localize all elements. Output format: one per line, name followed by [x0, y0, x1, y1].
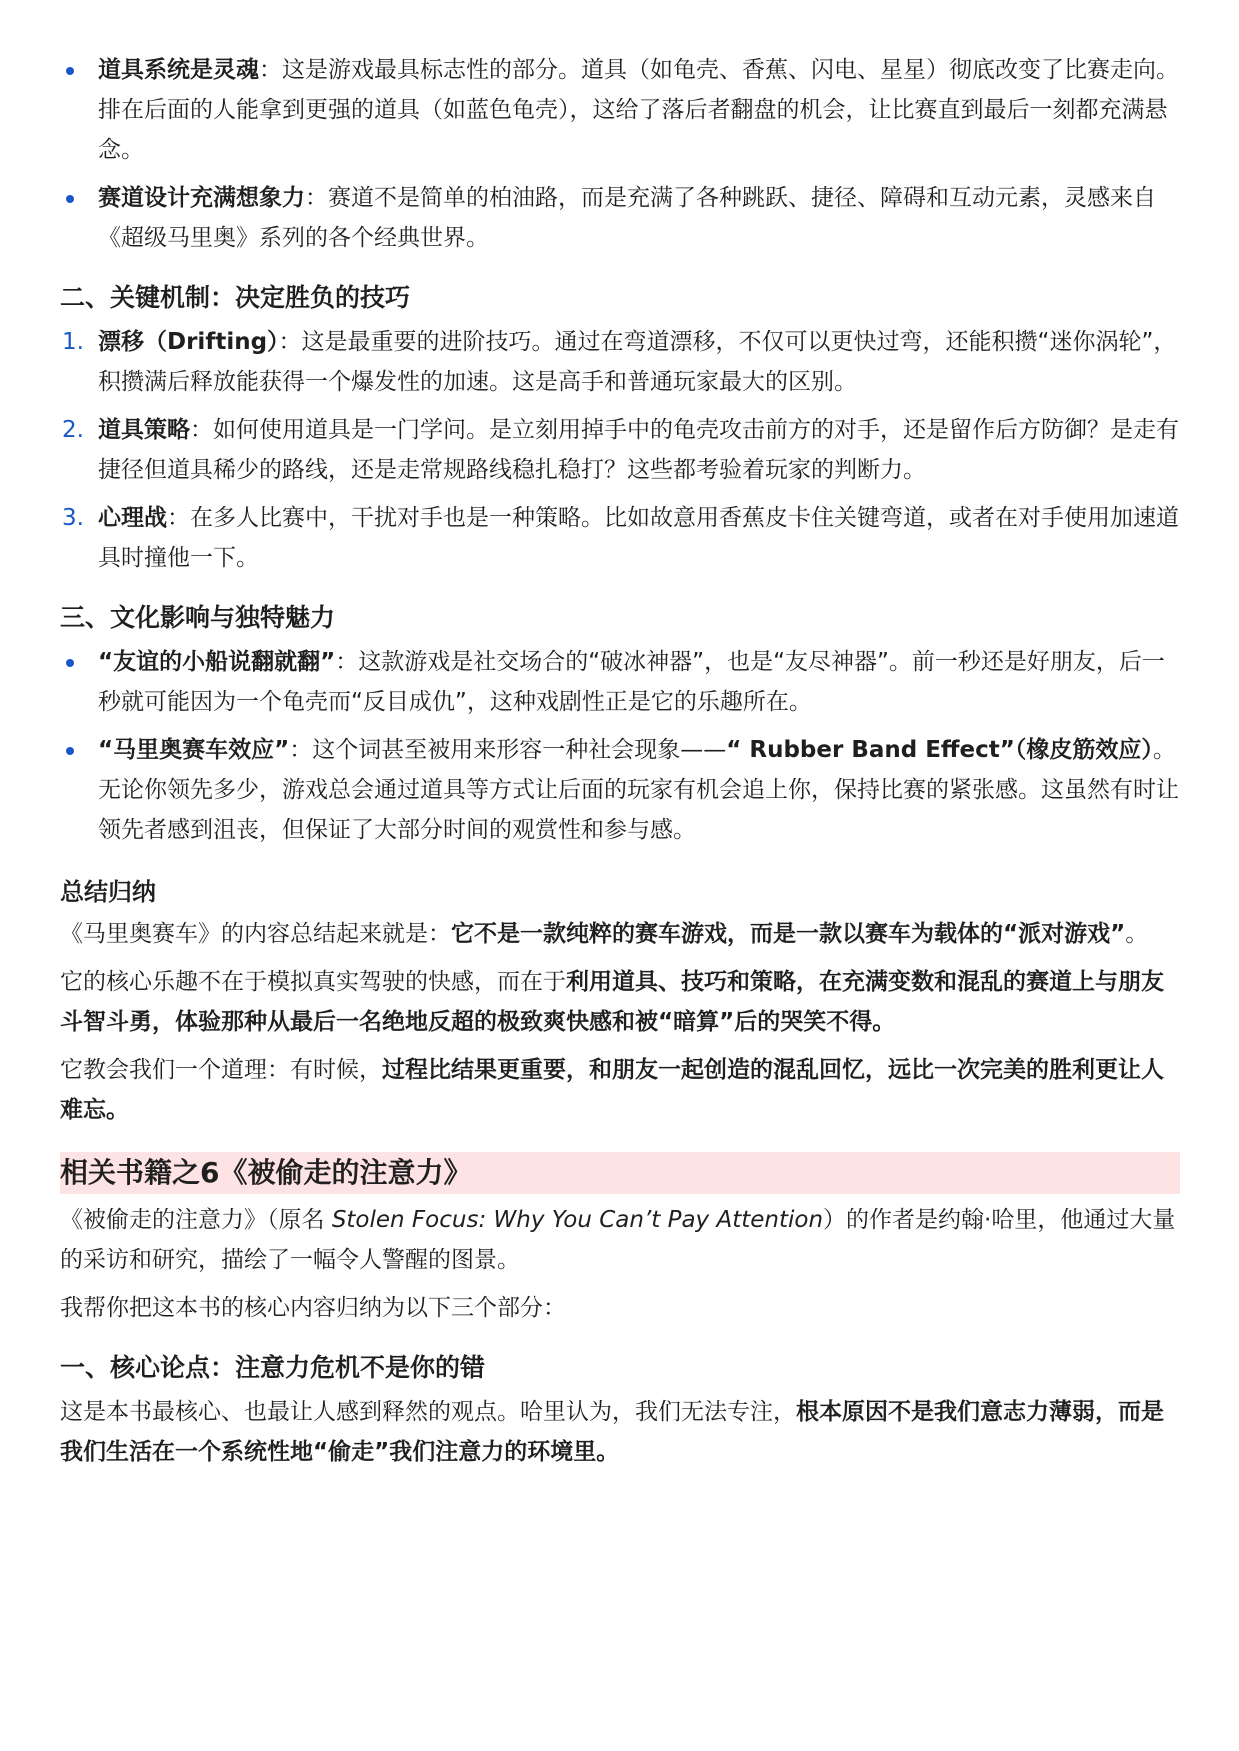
- summary-paragraph: [60, 962, 1180, 1042]
- separator: ：: [167, 505, 190, 531]
- item-text: 。无论你领先多少，游戏总会通过道具等方式让后面的玩家有机会追上你，保持比赛的紧张感。这虽然有时让领先者感到沮丧，但保证了大部分时间的观赏性和参与感。: [98, 737, 1179, 843]
- book-paragraph: [60, 1392, 1180, 1472]
- item-term: 心理战: [98, 505, 167, 531]
- separator: ：: [259, 57, 282, 83]
- item-text: 如何使用道具是一门学问。是立刻用掉手中的龟壳攻击前方的对手，还是留作后方防御？是走有捷径但道具稀少的路线，还是走常规路线稳扎稳打？这些都考验着玩家的判断力。: [98, 417, 1179, 483]
- book-title-highlight: 相关书籍之6《被偷走的注意力》: [60, 1152, 1180, 1194]
- list-item: [60, 642, 1180, 722]
- separator: ：: [335, 649, 359, 675]
- list-item: [60, 730, 1180, 850]
- item-number: 2.: [62, 417, 84, 443]
- mechanics-list: [60, 322, 1180, 578]
- original-title: Stolen Focus: Why You Can’t Pay Attention: [331, 1207, 824, 1233]
- bullet-dot-icon: [66, 67, 74, 75]
- item-text: 这款游戏是社交场合的“破冰神器”，也是“友尽神器”。前一秒还是好朋友，后一秒就可能因为一个龟壳而“反目成仇”，这种戏剧性正是它的乐趣所在。: [98, 649, 1165, 715]
- section-heading: 一、核心论点：注意力危机不是你的错: [60, 1353, 486, 1382]
- list-item: [60, 410, 1180, 490]
- emphasis: 过程比结果更重要，和朋友一起创造的混乱回忆，远比一次完美的胜利更让人难忘。: [60, 1057, 1164, 1123]
- item-term: 道具系统是灵魂: [98, 57, 259, 83]
- item-text: 这是游戏最具标志性的部分。道具（如龟壳、香蕉、闪电、星星）彻底改变了比赛走向。排在后面的人能拿到更强的道具（如蓝色龟壳），这给了落后者翻盘的机会，让比赛直到最后一刻都充满悬念。: [98, 57, 1179, 163]
- text: 它教会我们一个道理：有时候，: [60, 1057, 382, 1083]
- section-heading: 三、文化影响与独特魅力: [60, 603, 336, 632]
- item-emphasis: “ Rubber Band Effect”（橡皮筋效应）: [726, 737, 1153, 763]
- list-item: [60, 498, 1180, 578]
- separator: ：: [190, 417, 213, 443]
- separator: ：: [278, 329, 302, 355]
- text: ）的作者是约翰·哈里，他通过大量的采访和研究，描绘了一幅令人警醒的图景。: [60, 1207, 1176, 1273]
- emphasis: 利用道具、技巧和策略，在充满变数和混乱的赛道上与朋友斗智斗勇，体验那种从最后一名绝地反超的极致爽快感和被“暗算”后的哭笑不得。: [60, 969, 1164, 1035]
- text: 《被偷走的注意力》（原名: [60, 1207, 332, 1233]
- item-term: 道具策略: [98, 417, 190, 443]
- emphasis: 根本原因不是我们意志力薄弱，而是我们生活在一个系统性地“偷走”我们注意力的环境里。: [60, 1399, 1164, 1465]
- item-text: 这个词甚至被用来形容一种社会现象——: [312, 737, 727, 763]
- culture-list: [60, 642, 1180, 850]
- item-term: 漂移（Drifting）: [98, 329, 279, 355]
- separator: ：: [289, 737, 313, 763]
- summary-paragraph: [60, 914, 1180, 954]
- bullet-dot-icon: [66, 195, 74, 203]
- document-page: [60, 50, 1180, 1472]
- summary-paragraph: [60, 1050, 1180, 1130]
- mario-feature-list: [60, 50, 1180, 258]
- item-text: 赛道不是简单的柏油路，而是充满了各种跳跃、捷径、障碍和互动元素，灵感来自《超级马里奥》系列的各个经典世界。: [98, 185, 1156, 251]
- text: 《马里奥赛车》的内容总结起来就是：: [60, 921, 451, 947]
- text: 这是本书最核心、也最让人感到释然的观点。哈里认为，我们无法专注，: [60, 1399, 796, 1425]
- bullet-dot-icon: [66, 747, 74, 755]
- item-text: 在多人比赛中，干扰对手也是一种策略。比如故意用香蕉皮卡住关键弯道，或者在对手使用加速道具时撞他一下。: [98, 505, 1179, 571]
- book-paragraph: 我帮你把这本书的核心内容归纳为以下三个部分：: [60, 1295, 566, 1321]
- text: 。: [1125, 921, 1149, 947]
- item-number: 3.: [62, 505, 84, 531]
- item-term: 赛道设计充满想象力: [98, 185, 305, 211]
- list-item: [60, 322, 1180, 402]
- list-item: [60, 178, 1180, 258]
- summary-heading: 总结归纳: [60, 878, 156, 906]
- item-term: “友谊的小船说翻就翻”: [98, 649, 336, 675]
- item-number: 1.: [62, 329, 84, 355]
- section-heading: 二、关键机制：决定胜负的技巧: [60, 283, 411, 312]
- item-term: “马里奥赛车效应”: [98, 737, 290, 763]
- emphasis: 它不是一款纯粹的赛车游戏，而是一款以赛车为载体的“派对游戏”: [451, 921, 1126, 947]
- bullet-dot-icon: [66, 659, 74, 667]
- separator: ：: [305, 185, 328, 211]
- book-intro-paragraph: [60, 1200, 1180, 1280]
- item-text: 这是最重要的进阶技巧。通过在弯道漂移，不仅可以更快过弯，还能积攒“迷你涡轮”，积攒满后释放能获得一个爆发性的加速。这是高手和普通玩家最大的区别。: [98, 329, 1177, 395]
- list-item: [60, 50, 1180, 170]
- text: 它的核心乐趣不在于模拟真实驾驶的快感，而在于: [60, 969, 566, 995]
